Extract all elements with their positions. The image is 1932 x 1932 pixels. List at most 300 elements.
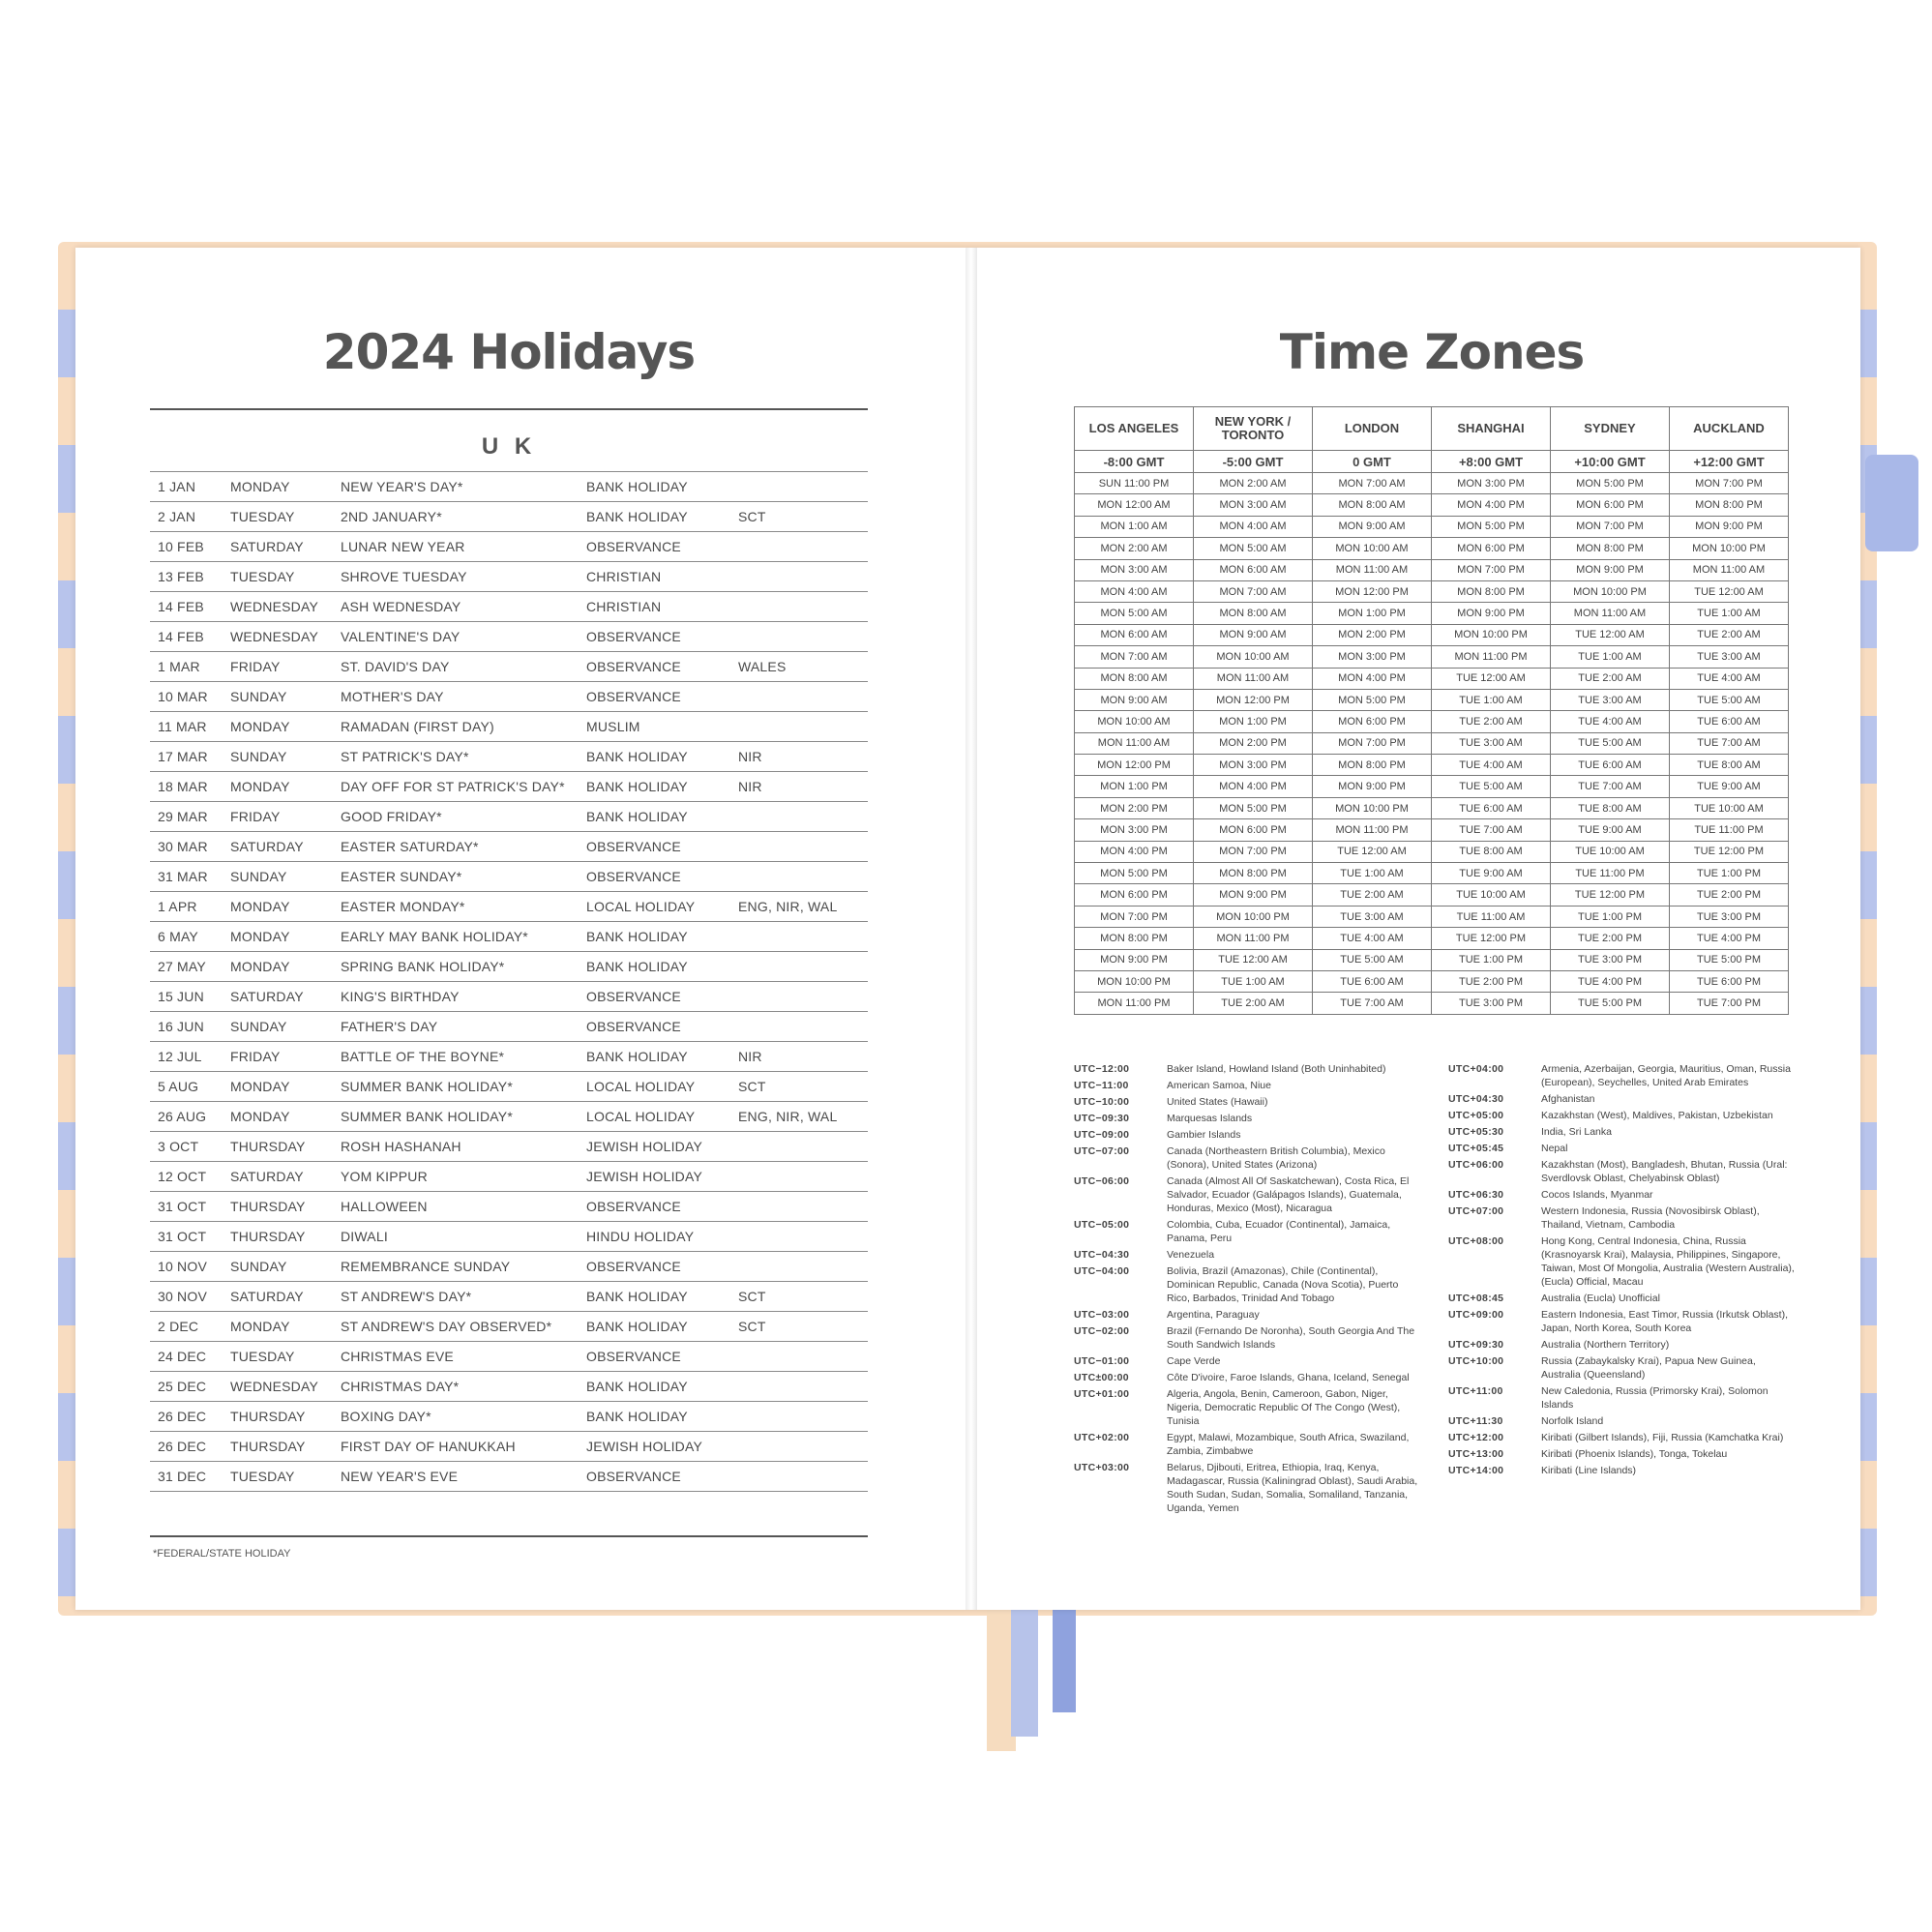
holiday-weekday: TUESDAY <box>230 509 295 524</box>
utc-entry <box>1074 1387 1422 1428</box>
holiday-row <box>150 532 868 562</box>
holiday-type: BANK HOLIDAY <box>586 479 688 494</box>
timezone-cell: TUE 9:00 AM <box>1432 863 1551 884</box>
timezone-cell: MON 2:00 AM <box>1194 473 1313 494</box>
holiday-weekday: SUNDAY <box>230 1259 287 1274</box>
timezone-cell: MON 8:00 PM <box>1075 928 1194 949</box>
holiday-type: OBSERVANCE <box>586 659 681 674</box>
timezone-cell: MON 5:00 AM <box>1075 603 1194 624</box>
timezone-cell: TUE 1:00 AM <box>1194 970 1313 992</box>
holiday-type: OBSERVANCE <box>586 1259 681 1274</box>
timezone-row <box>1075 580 1789 602</box>
holiday-type: JEWISH HOLIDAY <box>586 1439 703 1454</box>
holiday-name: FATHER'S DAY <box>341 1019 438 1034</box>
holiday-date: 2 JAN <box>158 509 196 524</box>
holiday-row <box>150 1432 868 1462</box>
utc-entry <box>1074 1371 1422 1384</box>
timezone-cell: MON 6:00 PM <box>1313 711 1432 732</box>
holiday-name: HALLOWEEN <box>341 1199 428 1214</box>
timezone-cell: MON 10:00 AM <box>1313 538 1432 559</box>
holiday-type: OBSERVANCE <box>586 1199 681 1214</box>
timezone-cell: MON 12:00 PM <box>1313 580 1432 602</box>
timezone-cell: MON 5:00 PM <box>1551 473 1670 494</box>
holiday-weekday: THURSDAY <box>230 1439 306 1454</box>
timezone-cell: TUE 7:00 AM <box>1551 776 1670 797</box>
utc-countries: Gambier Islands <box>1167 1129 1241 1141</box>
holiday-row <box>150 892 868 922</box>
timezone-cell: TUE 4:00 PM <box>1670 928 1789 949</box>
timezone-cell: MON 9:00 PM <box>1551 559 1670 580</box>
timezone-cell: TUE 3:00 AM <box>1551 689 1670 710</box>
holiday-name: LUNAR NEW YEAR <box>341 539 465 554</box>
timezone-cell: TUE 3:00 AM <box>1670 646 1789 668</box>
timezone-cell: TUE 1:00 AM <box>1551 646 1670 668</box>
timezone-cell: MON 7:00 AM <box>1194 580 1313 602</box>
utc-offset: UTC−09:00 <box>1074 1129 1130 1141</box>
timezone-cell: MON 9:00 PM <box>1313 776 1432 797</box>
holiday-row <box>150 712 868 742</box>
timezone-row <box>1075 776 1789 797</box>
timezone-row <box>1075 797 1789 818</box>
utc-entry <box>1448 1158 1797 1185</box>
holiday-weekday: FRIDAY <box>230 1049 281 1064</box>
timezone-cell: TUE 12:00 PM <box>1551 884 1670 906</box>
holiday-name: SPRING BANK HOLIDAY* <box>341 959 505 974</box>
holiday-name: RAMADAN (FIRST DAY) <box>341 719 494 734</box>
holiday-name: GOOD FRIDAY* <box>341 809 442 824</box>
utc-entry <box>1074 1128 1422 1142</box>
timezone-cell: TUE 2:00 PM <box>1432 970 1551 992</box>
timezone-cell: MON 5:00 PM <box>1313 689 1432 710</box>
holiday-date: 12 OCT <box>158 1169 207 1184</box>
timezone-cell: TUE 12:00 PM <box>1432 928 1551 949</box>
holiday-date: 15 JUN <box>158 989 204 1004</box>
timezone-city-header-row <box>1075 407 1789 451</box>
utc-entry <box>1448 1354 1797 1382</box>
holiday-date: 25 DEC <box>158 1379 207 1394</box>
holiday-region: SCT <box>738 1079 766 1094</box>
timezone-row <box>1075 538 1789 559</box>
holiday-row <box>150 652 868 682</box>
holiday-name: BOXING DAY* <box>341 1409 431 1424</box>
timezone-cell: TUE 3:00 PM <box>1670 906 1789 927</box>
holiday-date: 31 MAR <box>158 869 208 884</box>
timezone-cell: TUE 3:00 AM <box>1432 732 1551 754</box>
timezone-row <box>1075 646 1789 668</box>
holiday-row <box>150 832 868 862</box>
holiday-type: OBSERVANCE <box>586 1349 681 1364</box>
timezone-cell: MON 6:00 AM <box>1075 624 1194 645</box>
holiday-name: SUMMER BANK HOLIDAY* <box>341 1079 513 1094</box>
holiday-date: 2 DEC <box>158 1319 199 1334</box>
timezone-cell: MON 3:00 PM <box>1432 473 1551 494</box>
utc-entry <box>1074 1112 1422 1125</box>
utc-entry <box>1448 1204 1797 1232</box>
timezone-cell: MON 12:00 AM <box>1075 494 1194 516</box>
holiday-type: OBSERVANCE <box>586 629 681 644</box>
utc-entry <box>1448 1062 1797 1089</box>
timezone-cell: MON 12:00 PM <box>1194 689 1313 710</box>
utc-offset: UTC+01:00 <box>1074 1388 1130 1400</box>
holiday-type: JEWISH HOLIDAY <box>586 1139 703 1154</box>
utc-countries: New Caledonia, Russia (Primorsky Krai), Solomon Islands <box>1541 1385 1769 1411</box>
holiday-date: 13 FEB <box>158 569 204 584</box>
utc-offset: UTC±00:00 <box>1074 1372 1129 1383</box>
holiday-date: 31 OCT <box>158 1229 207 1244</box>
holiday-weekday: MONDAY <box>230 1319 290 1334</box>
book-spine <box>966 248 977 1610</box>
holiday-name: SHROVE TUESDAY <box>341 569 467 584</box>
holiday-date: 31 DEC <box>158 1469 207 1484</box>
utc-countries: Kazakhstan (Most), Bangladesh, Bhutan, Russia (Ural: Sverdlovsk Oblast, Chelyabinsk Oblast) <box>1541 1159 1788 1184</box>
timezone-cell: TUE 9:00 AM <box>1551 819 1670 841</box>
holiday-weekday: SATURDAY <box>230 539 304 554</box>
timezone-cell: TUE 5:00 AM <box>1432 776 1551 797</box>
gmt-offset: +8:00 GMT <box>1432 451 1551 473</box>
holiday-weekday: MONDAY <box>230 719 290 734</box>
holiday-row <box>150 952 868 982</box>
holiday-type: OBSERVANCE <box>586 1469 681 1484</box>
timezone-cell: MON 11:00 AM <box>1551 603 1670 624</box>
timezone-cell: MON 7:00 AM <box>1075 646 1194 668</box>
holiday-row <box>150 982 868 1012</box>
timezone-cell: TUE 4:00 AM <box>1313 928 1432 949</box>
timezone-cell: MON 11:00 AM <box>1075 732 1194 754</box>
timezone-cell: MON 1:00 PM <box>1194 711 1313 732</box>
holiday-weekday: TUESDAY <box>230 569 295 584</box>
timezone-cell: MON 1:00 PM <box>1313 603 1432 624</box>
timezone-cell: TUE 8:00 AM <box>1432 841 1551 862</box>
timezone-cell: MON 11:00 PM <box>1313 819 1432 841</box>
holiday-date: 27 MAY <box>158 959 206 974</box>
holiday-name: EASTER SUNDAY* <box>341 869 462 884</box>
holiday-weekday: THURSDAY <box>230 1229 306 1244</box>
utc-countries: Hong Kong, Central Indonesia, China, Russia (Krasnoyarsk Krai), Malaysia, Philippines, Singapore, Taiwan, Most Of Mongolia, Australia (Western Australia), (Eucla) Official, Macau <box>1541 1235 1795 1288</box>
holidays-bottom-rule <box>150 1535 868 1537</box>
timezone-row <box>1075 884 1789 906</box>
utc-entry <box>1448 1308 1797 1335</box>
utc-entry <box>1074 1264 1422 1305</box>
timezone-row <box>1075 516 1789 537</box>
timezone-cell: MON 5:00 AM <box>1194 538 1313 559</box>
utc-entry <box>1448 1109 1797 1122</box>
utc-countries: Kiribati (Phoenix Islands), Tonga, Tokelau <box>1541 1448 1728 1460</box>
utc-countries: Marquesas Islands <box>1167 1113 1253 1124</box>
utc-entry <box>1448 1125 1797 1139</box>
timezone-row <box>1075 668 1789 689</box>
utc-countries: Eastern Indonesia, East Timor, Russia (Irkutsk Oblast), Japan, North Korea, South Korea <box>1541 1309 1789 1334</box>
utc-offset: UTC+06:30 <box>1448 1189 1504 1201</box>
timezone-offset-row <box>1075 451 1789 473</box>
timezone-cell: TUE 7:00 PM <box>1670 993 1789 1014</box>
gmt-offset: 0 GMT <box>1313 451 1432 473</box>
utc-countries: Russia (Zabaykalsky Krai), Papua New Guinea, Australia (Queensland) <box>1541 1355 1756 1381</box>
holiday-row <box>150 1372 868 1402</box>
timezone-cell: MON 7:00 PM <box>1313 732 1432 754</box>
timezone-cell: TUE 2:00 AM <box>1551 668 1670 689</box>
holiday-name: EASTER SATURDAY* <box>341 839 479 854</box>
timezone-cell: MON 5:00 PM <box>1432 516 1551 537</box>
utc-offset: UTC−07:00 <box>1074 1145 1130 1157</box>
utc-countries: Nepal <box>1541 1143 1568 1154</box>
holiday-name: SUMMER BANK HOLIDAY* <box>341 1109 513 1124</box>
holiday-row <box>150 1462 868 1492</box>
timezone-cell: MON 9:00 PM <box>1432 603 1551 624</box>
utc-offset: UTC+02:00 <box>1074 1432 1130 1443</box>
holiday-row <box>150 802 868 832</box>
holiday-name: EASTER MONDAY* <box>341 899 465 914</box>
holiday-date: 31 OCT <box>158 1199 207 1214</box>
timezone-row <box>1075 970 1789 992</box>
timezone-cell: MON 7:00 PM <box>1075 906 1194 927</box>
timezone-cell: TUE 4:00 AM <box>1551 711 1670 732</box>
timezone-cell: SUN 11:00 PM <box>1075 473 1194 494</box>
timezone-cell: MON 7:00 PM <box>1194 841 1313 862</box>
timezone-cell: TUE 10:00 AM <box>1551 841 1670 862</box>
timezone-row <box>1075 993 1789 1014</box>
timezone-cell: TUE 12:00 PM <box>1670 841 1789 862</box>
holiday-weekday: WEDNESDAY <box>230 629 318 644</box>
utc-entry <box>1074 1431 1422 1458</box>
holiday-region: ENG, NIR, WAL <box>738 1109 838 1124</box>
utc-offset: UTC−06:00 <box>1074 1175 1130 1187</box>
timezone-cell: MON 7:00 PM <box>1551 516 1670 537</box>
utc-countries: Belarus, Djibouti, Eritrea, Ethiopia, Iraq, Kenya, Madagascar, Russia (Kaliningrad Oblast), Saudi Arabia, South Sudan, Sudan, Somalia, Somaliland, Tanzania, Uganda, Yemen <box>1167 1462 1418 1514</box>
timezone-cell: MON 9:00 PM <box>1075 949 1194 970</box>
timezone-cell: MON 1:00 PM <box>1075 776 1194 797</box>
holiday-date: 1 JAN <box>158 479 196 494</box>
holiday-name: BATTLE OF THE BOYNE* <box>341 1049 505 1064</box>
timezone-row <box>1075 494 1789 516</box>
utc-countries: Cape Verde <box>1167 1355 1221 1367</box>
utc-entry <box>1448 1234 1797 1289</box>
holiday-row <box>150 1312 868 1342</box>
timezone-cell: MON 4:00 AM <box>1194 516 1313 537</box>
holiday-type: BANK HOLIDAY <box>586 959 688 974</box>
holiday-date: 6 MAY <box>158 929 198 944</box>
holiday-date: 3 OCT <box>158 1139 199 1154</box>
holiday-name: CHRISTMAS DAY* <box>341 1379 460 1394</box>
holiday-weekday: WEDNESDAY <box>230 599 318 614</box>
holiday-name: DIWALI <box>341 1229 388 1244</box>
holiday-date: 1 APR <box>158 899 197 914</box>
timezone-cell: MON 11:00 PM <box>1432 646 1551 668</box>
utc-entry <box>1074 1095 1422 1109</box>
utc-entry <box>1448 1142 1797 1155</box>
holiday-name: DAY OFF FOR ST PATRICK'S DAY* <box>341 779 565 794</box>
timezone-cell: MON 9:00 PM <box>1670 516 1789 537</box>
timezone-cell: TUE 6:00 AM <box>1432 797 1551 818</box>
holiday-weekday: SATURDAY <box>230 1289 304 1304</box>
utc-offset: UTC+03:00 <box>1074 1462 1130 1473</box>
utc-entry <box>1074 1308 1422 1322</box>
holiday-date: 10 MAR <box>158 689 208 704</box>
timezone-cell: TUE 6:00 AM <box>1313 970 1432 992</box>
timezone-cell: TUE 5:00 PM <box>1551 993 1670 1014</box>
timezone-cell: TUE 6:00 PM <box>1670 970 1789 992</box>
utc-countries: Australia (Eucla) Unofficial <box>1541 1293 1660 1304</box>
timezone-cell: TUE 11:00 PM <box>1670 819 1789 841</box>
utc-offset: UTC−09:30 <box>1074 1113 1130 1124</box>
utc-entry <box>1448 1384 1797 1412</box>
holiday-date: 5 AUG <box>158 1079 199 1094</box>
timezone-cell: MON 4:00 PM <box>1075 841 1194 862</box>
timezone-cell: MON 8:00 PM <box>1432 580 1551 602</box>
holiday-name: 2ND JANUARY* <box>341 509 442 524</box>
timezone-cell: TUE 3:00 AM <box>1313 906 1432 927</box>
timezone-cell: TUE 4:00 AM <box>1670 668 1789 689</box>
utc-countries: Canada (Almost All Of Saskatchewan), Costa Rica, El Salvador, Ecuador (Galápagos Islands), Guatemala, Honduras, Mexico (Most), Nicaragua <box>1167 1175 1410 1214</box>
timezone-cell: MON 6:00 PM <box>1551 494 1670 516</box>
timezone-cell: MON 10:00 PM <box>1670 538 1789 559</box>
holiday-type: BANK HOLIDAY <box>586 1409 688 1424</box>
timezone-cell: MON 4:00 PM <box>1313 668 1432 689</box>
holiday-name: ST ANDREW'S DAY OBSERVED* <box>341 1319 552 1334</box>
holiday-weekday: THURSDAY <box>230 1409 306 1424</box>
holiday-weekday: FRIDAY <box>230 809 281 824</box>
utc-countries: Cocos Islands, Myanmar <box>1541 1189 1653 1201</box>
holiday-region: NIR <box>738 779 762 794</box>
timezone-cell: TUE 7:00 AM <box>1432 819 1551 841</box>
holiday-region: SCT <box>738 1289 766 1304</box>
timezone-cell: TUE 3:00 PM <box>1551 949 1670 970</box>
holiday-region: NIR <box>738 749 762 764</box>
timezone-cell: MON 11:00 PM <box>1194 928 1313 949</box>
holiday-weekday: MONDAY <box>230 479 290 494</box>
ribbon-bookmark-blue-dark <box>1053 1596 1076 1712</box>
timezone-cell: TUE 1:00 PM <box>1551 906 1670 927</box>
utc-countries: Kiribati (Gilbert Islands), Fiji, Russia (Kamchatka Krai) <box>1541 1432 1784 1443</box>
holiday-type: BANK HOLIDAY <box>586 929 688 944</box>
timezone-cell: TUE 12:00 AM <box>1432 668 1551 689</box>
gmt-offset: +12:00 GMT <box>1670 451 1789 473</box>
timezone-cell: MON 8:00 AM <box>1313 494 1432 516</box>
holiday-row <box>150 1342 868 1372</box>
city-header: SYDNEY <box>1551 407 1670 451</box>
holiday-name: FIRST DAY OF HANUKKAH <box>341 1439 516 1454</box>
holiday-date: 26 DEC <box>158 1409 207 1424</box>
timezone-cell: MON 8:00 PM <box>1551 538 1670 559</box>
gmt-offset: +10:00 GMT <box>1551 451 1670 473</box>
utc-offset: UTC−04:00 <box>1074 1265 1130 1277</box>
utc-entry <box>1448 1292 1797 1305</box>
holiday-weekday: THURSDAY <box>230 1199 306 1214</box>
timezone-cell: TUE 6:00 AM <box>1551 755 1670 776</box>
elastic-pen-loop[interactable] <box>1865 455 1918 551</box>
holiday-name: ASH WEDNESDAY <box>341 599 461 614</box>
holiday-row <box>150 471 868 502</box>
timezone-cell: MON 2:00 PM <box>1313 624 1432 645</box>
utc-countries: Egypt, Malawi, Mozambique, South Africa, Swaziland, Zambia, Zimbabwe <box>1167 1432 1410 1457</box>
holiday-row <box>150 562 868 592</box>
utc-offset: UTC+14:00 <box>1448 1465 1504 1476</box>
utc-entry <box>1448 1092 1797 1106</box>
timezone-cell: TUE 10:00 AM <box>1670 797 1789 818</box>
utc-offset: UTC+10:00 <box>1448 1355 1504 1367</box>
timezone-cell: TUE 1:00 AM <box>1432 689 1551 710</box>
utc-offset: UTC+11:00 <box>1448 1385 1503 1397</box>
timezone-cell: MON 10:00 AM <box>1194 646 1313 668</box>
holiday-date: 30 NOV <box>158 1289 207 1304</box>
holiday-date: 11 MAR <box>158 719 207 734</box>
timezone-cell: MON 7:00 PM <box>1432 559 1551 580</box>
utc-entry <box>1074 1144 1422 1172</box>
timezone-cell: TUE 4:00 PM <box>1551 970 1670 992</box>
timezone-cell: MON 10:00 PM <box>1194 906 1313 927</box>
utc-countries: Argentina, Paraguay <box>1167 1309 1260 1321</box>
utc-offset: UTC+09:30 <box>1448 1339 1504 1351</box>
holiday-region: SCT <box>738 1319 766 1334</box>
holiday-date: 14 FEB <box>158 599 204 614</box>
timezone-cell: MON 5:00 PM <box>1075 863 1194 884</box>
holiday-name: NEW YEAR'S DAY* <box>341 479 463 494</box>
holiday-row <box>150 1282 868 1312</box>
utc-countries: Algeria, Angola, Benin, Cameroon, Gabon, Niger, Nigeria, Democratic Republic Of The Congo (West), Tunisia <box>1167 1388 1401 1427</box>
utc-countries: Canada (Northeastern British Columbia), Mexico (Sonora), United States (Arizona) <box>1167 1145 1385 1171</box>
holiday-type: CHRISTIAN <box>586 599 662 614</box>
timezone-cell: TUE 5:00 AM <box>1551 732 1670 754</box>
timezone-cell: MON 10:00 PM <box>1432 624 1551 645</box>
timezone-cell: TUE 2:00 AM <box>1670 624 1789 645</box>
holiday-type: JEWISH HOLIDAY <box>586 1169 703 1184</box>
holiday-name: ST ANDREW'S DAY* <box>341 1289 472 1304</box>
holiday-name: REMEMBRANCE SUNDAY <box>341 1259 511 1274</box>
holiday-region: NIR <box>738 1049 762 1064</box>
utc-entry <box>1074 1324 1422 1352</box>
timezone-row <box>1075 473 1789 494</box>
holiday-weekday: MONDAY <box>230 1109 290 1124</box>
utc-entry <box>1074 1461 1422 1515</box>
holiday-date: 30 MAR <box>158 839 208 854</box>
city-header: LOS ANGELES <box>1075 407 1194 451</box>
holiday-row <box>150 1252 868 1282</box>
holiday-name: NEW YEAR'S EVE <box>341 1469 459 1484</box>
utc-countries: United States (Hawaii) <box>1167 1096 1268 1108</box>
holiday-name: YOM KIPPUR <box>341 1169 428 1184</box>
timezone-cell: TUE 8:00 AM <box>1670 755 1789 776</box>
timezone-row <box>1075 711 1789 732</box>
holiday-weekday: MONDAY <box>230 929 290 944</box>
utc-offset: UTC−11:00 <box>1074 1080 1129 1091</box>
timezone-row <box>1075 949 1789 970</box>
timezone-row <box>1075 906 1789 927</box>
timezone-cell: MON 2:00 PM <box>1075 797 1194 818</box>
holiday-weekday: TUESDAY <box>230 1349 295 1364</box>
timezone-row <box>1075 755 1789 776</box>
utc-entry <box>1074 1218 1422 1245</box>
utc-list-left <box>1074 1062 1422 1518</box>
holiday-weekday: WEDNESDAY <box>230 1379 318 1394</box>
utc-countries: Afghanistan <box>1541 1093 1595 1105</box>
utc-offset: UTC+13:00 <box>1448 1448 1504 1460</box>
holiday-row <box>150 1402 868 1432</box>
holiday-row <box>150 1222 868 1252</box>
utc-offset: UTC+07:00 <box>1448 1205 1504 1217</box>
utc-offset: UTC+08:45 <box>1448 1293 1504 1304</box>
timezone-cell: MON 8:00 PM <box>1194 863 1313 884</box>
utc-offset: UTC+04:00 <box>1448 1063 1504 1075</box>
holiday-type: BANK HOLIDAY <box>586 1049 688 1064</box>
timezones-title: Time Zones <box>1279 324 1585 380</box>
timezone-cell: MON 8:00 PM <box>1670 494 1789 516</box>
holiday-type: BANK HOLIDAY <box>586 779 688 794</box>
timezone-cell: TUE 2:00 AM <box>1313 884 1432 906</box>
timezone-cell: TUE 12:00 AM <box>1194 949 1313 970</box>
timezone-cell: TUE 8:00 AM <box>1551 797 1670 818</box>
timezone-cell: MON 3:00 AM <box>1075 559 1194 580</box>
utc-entry <box>1074 1062 1422 1076</box>
holiday-type: LOCAL HOLIDAY <box>586 1079 696 1094</box>
